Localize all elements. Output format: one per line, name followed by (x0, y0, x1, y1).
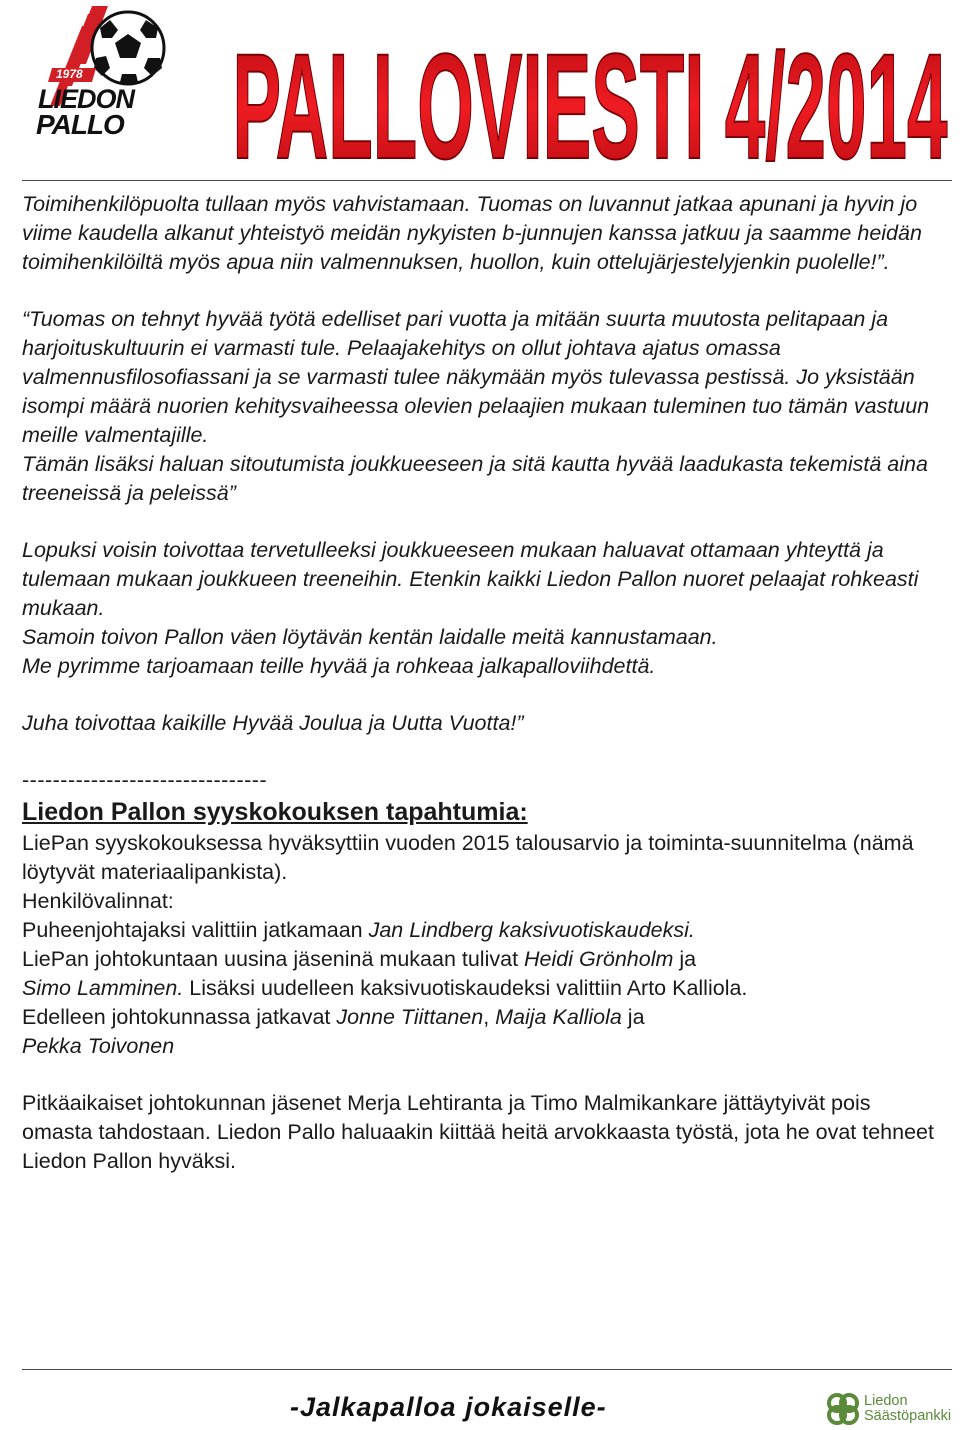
logo-line1: LIEDON (38, 84, 135, 114)
paragraph-reelected: Simo Lamminen. Lisäksi uudelleen kaksivuotiskaudeksi valittiin Arto Kalliola. (22, 976, 748, 1000)
footer-divider (22, 1369, 952, 1370)
bank-logo (826, 1390, 960, 1430)
header-divider (22, 180, 952, 181)
member-name: Pekka Toivonen (22, 1034, 175, 1058)
paragraph-budget: LiePan syyskokouksessa hyväksyttiin vuoden 2015 talousarvio ja toiminta-suunnitelma (nämä löytyvät materiaalipankista). (22, 831, 914, 884)
member-name: Simo Lamminen. (22, 976, 184, 1000)
paragraph-commitment: Tämän lisäksi haluan sitoutumista joukkueeseen ja sitä kautta hyvää laadukasta tekemistä aina treeneissä ja peleissä” (22, 452, 928, 505)
bank-name-line2: Säästöpankki (864, 1408, 952, 1424)
logo-year: 1978 (56, 67, 83, 81)
paragraph-support: Samoin toivon Pallon väen löytävän kentän laidalle meitä kannustamaan. (22, 625, 718, 649)
paragraph-new-members: LiePan johtokuntaan uusina jäseninä mukaan tulivat Heidi Grönholm ja (22, 947, 697, 971)
footer-slogan: -Jalkapalloa jokaiselle- (290, 1392, 607, 1422)
paragraph-continuing: Edelleen johtokunnassa jatkavat Jonne Tiittanen, Maija Kalliola ja (22, 1005, 645, 1029)
newsletter-title (228, 30, 953, 170)
paragraph-chairman: Puheenjohtajaksi valittiin jatkamaan Jan Lindberg kaksivuotiskaudeksi. (22, 918, 695, 942)
member-name: Maija Kalliola (495, 1005, 622, 1029)
paragraph-quote: “Tuomas on tehnyt hyvää työtä edelliset pari vuotta ja mitään suurta muutosta pelitapaan ja harjoituskultuurin ei varmasti tule. Pelaajakehitys on ollut johtava ajatus omassa valmennusfilosofiassani ja se varmasti tulee näkymään myös tulevassa pestissä. Jo yksistään isompi määrä nuorien kehitysvaiheessa olevien pelaajien mukaan tuleminen tuo tämän vastuun meille valmentajille. (22, 307, 930, 447)
separator-dashes: -------------------------------- (22, 768, 268, 792)
page-header (0, 0, 960, 180)
chairman-name: Jan Lindberg kaksivuotiskaudeksi. (368, 918, 695, 942)
newsletter-title-text: PALLOVIESTI 4/2014 (232, 30, 948, 170)
paragraph-entertainment: Me pyrimme tarjoamaan teille hyvää ja rohkeaa jalkapalloviihdettä. (22, 654, 656, 678)
club-logo (30, 6, 170, 156)
paragraph-elections-label: Henkilövalinnat: (22, 889, 174, 913)
paragraph-greeting: Juha toivottaa kaikille Hyvää Joulua ja Uutta Vuotta!” (22, 711, 524, 735)
paragraph-welcome: Lopuksi voisin toivottaa tervetulleeksi joukkueeseen mukaan haluavat ottamaan yhteyttä ja tulemaan mukaan joukkueen treeneihin. Etenkin kaikki Liedon Pallon nuoret pelaajat rohkeasti mukaan. (22, 538, 919, 620)
member-name: Heidi Grönholm (524, 947, 674, 971)
bank-tree-icon (826, 1392, 860, 1426)
article-body (22, 190, 942, 1176)
section-heading: Liedon Pallon syyskokouksen tapahtumia: (22, 798, 528, 826)
logo-line2: PALLO (36, 109, 124, 140)
paragraph-departing: Pitkäaikaiset johtokunnan jäsenet Merja Lehtiranta ja Timo Malmikankare jättäytyivät pois omasta tahdostaan. Liedon Pallo haluaakin kiittää heitä arvokkaasta työstä, jota he ovat tehneet Liedon Pallon hyväksi. (22, 1091, 934, 1173)
member-name: Jonne Tiittanen (336, 1005, 484, 1029)
paragraph-staff: Toimihenkilöpuolta tullaan myös vahvistamaan. Tuomas on luvannut jatkaa apunani ja hyvin jo viime kaudella alkanut yhteistyö meidän nykyisten b-junnujen kanssa jatkuu ja saamme heidän toimihenkilöiltä myös apua niin valmennuksen, huollon, kuin ottelujärjestelyjenkin puolelle!”. (22, 192, 922, 274)
bank-name-line1: Liedon (864, 1393, 908, 1409)
